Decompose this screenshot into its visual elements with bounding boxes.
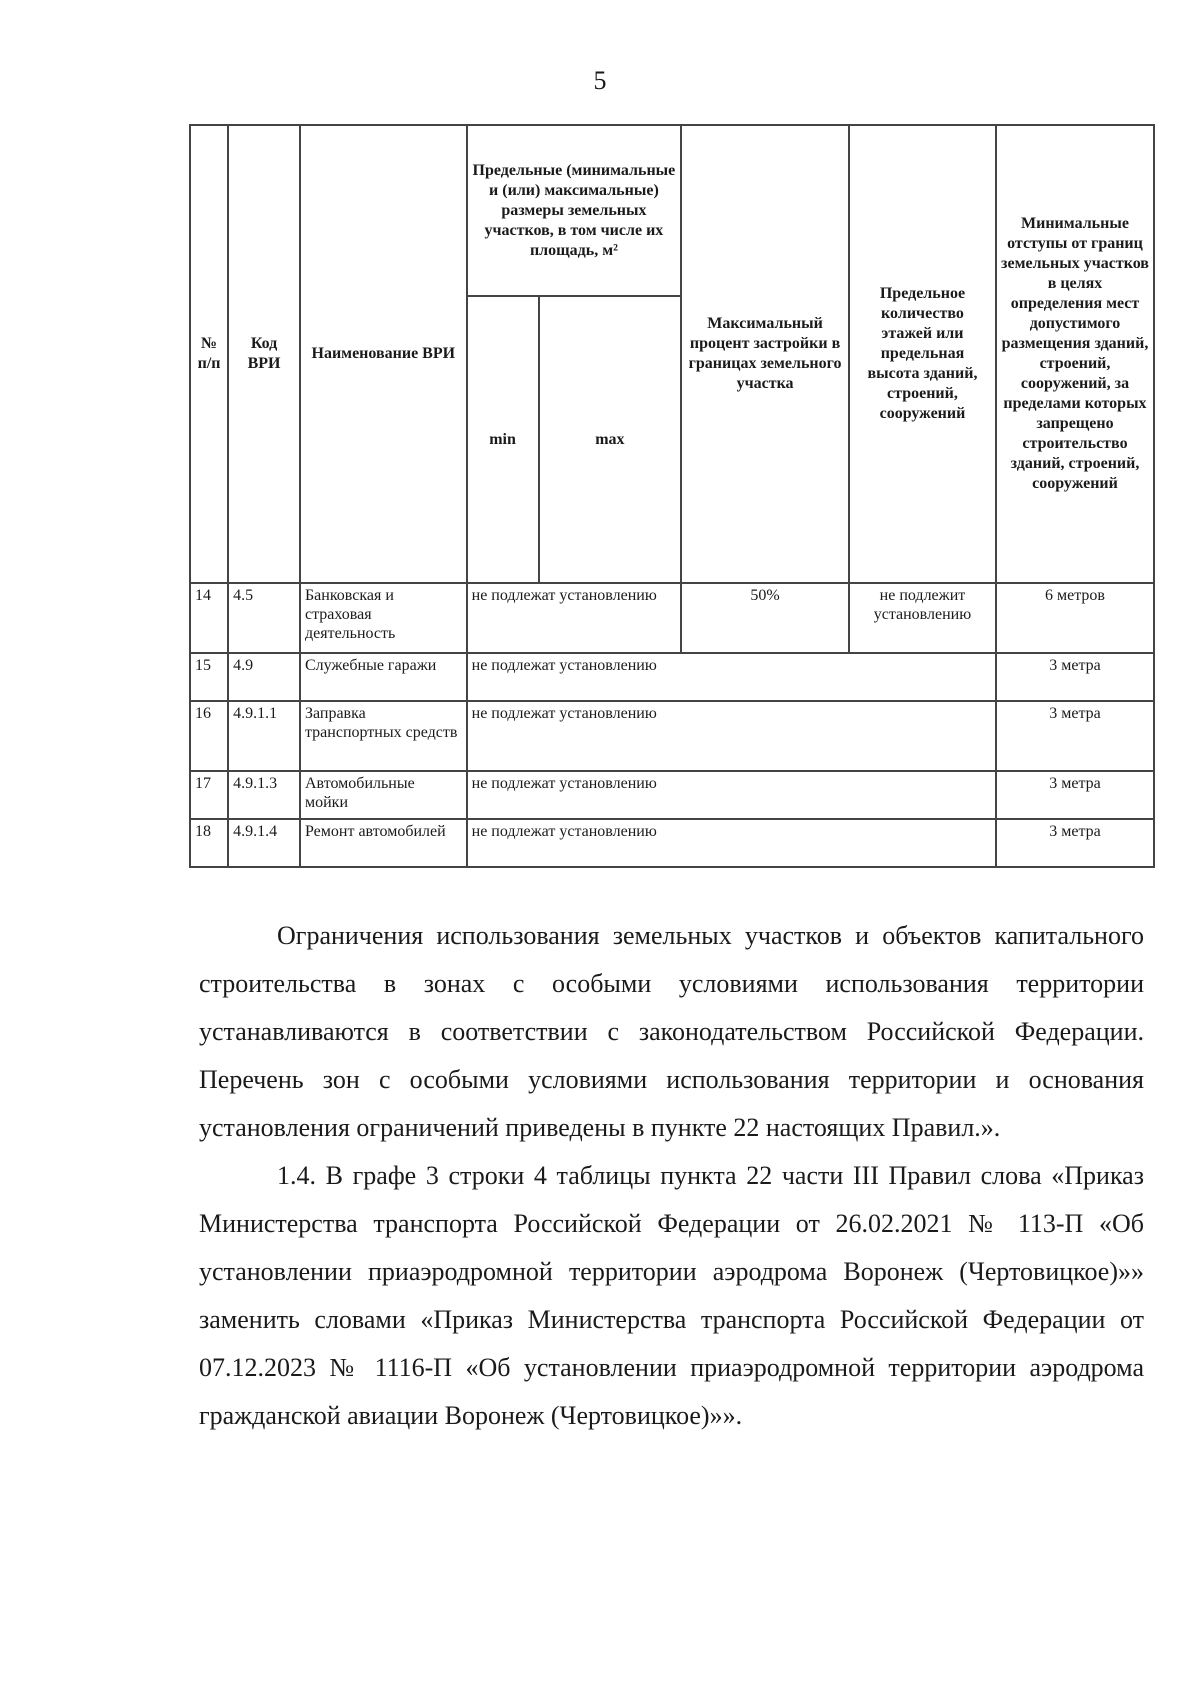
row-merged-value: не подлежат установлению bbox=[467, 701, 996, 771]
row-merged-value: не подлежат установлению bbox=[467, 819, 996, 867]
row-percent: 50% bbox=[681, 583, 849, 653]
row-code: 4.9.1.1 bbox=[228, 701, 300, 771]
row-sizes: не подлежат установлению bbox=[467, 583, 682, 653]
header-num: № п/п bbox=[190, 125, 228, 583]
row-num: 18 bbox=[190, 819, 228, 867]
row-num: 14 bbox=[190, 583, 228, 653]
row-code: 4.5 bbox=[228, 583, 300, 653]
row-num: 15 bbox=[190, 653, 228, 701]
row-setback: 3 метра bbox=[996, 819, 1154, 867]
regulations-table bbox=[189, 124, 1155, 868]
row-name: Ремонт автомобилей bbox=[300, 819, 467, 867]
header-min: min bbox=[467, 296, 539, 583]
header-row bbox=[190, 125, 1154, 296]
row-name: Банковская и страховая деятельность bbox=[300, 583, 467, 653]
header-sizes: Предельные (минимальные и (или) максимальные) размеры земельных участков, в том числе их площадь, м² bbox=[467, 125, 682, 296]
paragraph-amendment: 1.4. В графе 3 строки 4 таблицы пункта 22 части III Правил слова «Приказ Министерства транспорта Российской Федерации от 26.02.2021 № 113-П «Об установлении приаэродромной территории аэродрома Воронеж (Чертовицкое)»» заменить словами «Приказ Министерства транспорта Российской Федерации от 07.12.2023 № 1116-П «Об установлении приаэродромной территории аэродрома гражданской авиации Воронеж (Чертовицкое)»». bbox=[199, 1161, 1144, 1430]
row-num: 17 bbox=[190, 771, 228, 819]
row-code: 4.9 bbox=[228, 653, 300, 701]
row-name: Автомобильные мойки bbox=[300, 771, 467, 819]
row-merged-value: не подлежат установлению bbox=[467, 653, 996, 701]
header-percent: Максимальный процент застройки в границах земельного участка bbox=[681, 125, 849, 583]
header-name: Наименование ВРИ bbox=[300, 125, 467, 583]
paragraph-restrictions: Ограничения использования земельных участков и объектов капитального строительства в зонах с особыми условиями использования территории устанавливаются в соответствии с законодательством Российской Федерации. Перечень зон с особыми условиями использования территории и основания установления ограничений приведены в пункте 22 настоящих Правил.». bbox=[199, 921, 1144, 1142]
table-row bbox=[190, 701, 1154, 771]
row-num: 16 bbox=[190, 701, 228, 771]
row-name: Служебные гаражи bbox=[300, 653, 467, 701]
table-row bbox=[190, 771, 1154, 819]
header-code: Код ВРИ bbox=[228, 125, 300, 583]
table-row bbox=[190, 819, 1154, 867]
header-floors: Предельное количество этажей или предельная высота зданий, строений, сооружений bbox=[849, 125, 996, 583]
row-setback: 3 метра bbox=[996, 701, 1154, 771]
row-setback: 6 метров bbox=[996, 583, 1154, 653]
row-code: 4.9.1.3 bbox=[228, 771, 300, 819]
header-setbacks: Минимальные отступы от границ земельных участков в целях определения мест допустимого размещения зданий, строений, сооружений, за пределами которых запрещено строительство зданий, строений, сооружений bbox=[996, 125, 1154, 583]
header-max: max bbox=[539, 296, 682, 583]
row-name: Заправка транспортных средств bbox=[300, 701, 467, 771]
row-code: 4.9.1.4 bbox=[228, 819, 300, 867]
row-setback: 3 метра bbox=[996, 771, 1154, 819]
page-number: 5 bbox=[593, 66, 607, 95]
row-merged-value: не подлежат установлению bbox=[467, 771, 996, 819]
body-text bbox=[199, 912, 1144, 1440]
table-row bbox=[190, 653, 1154, 701]
row-floors: не подлежит установлению bbox=[849, 583, 996, 653]
row-setback: 3 метра bbox=[996, 653, 1154, 701]
table-row bbox=[190, 583, 1154, 653]
